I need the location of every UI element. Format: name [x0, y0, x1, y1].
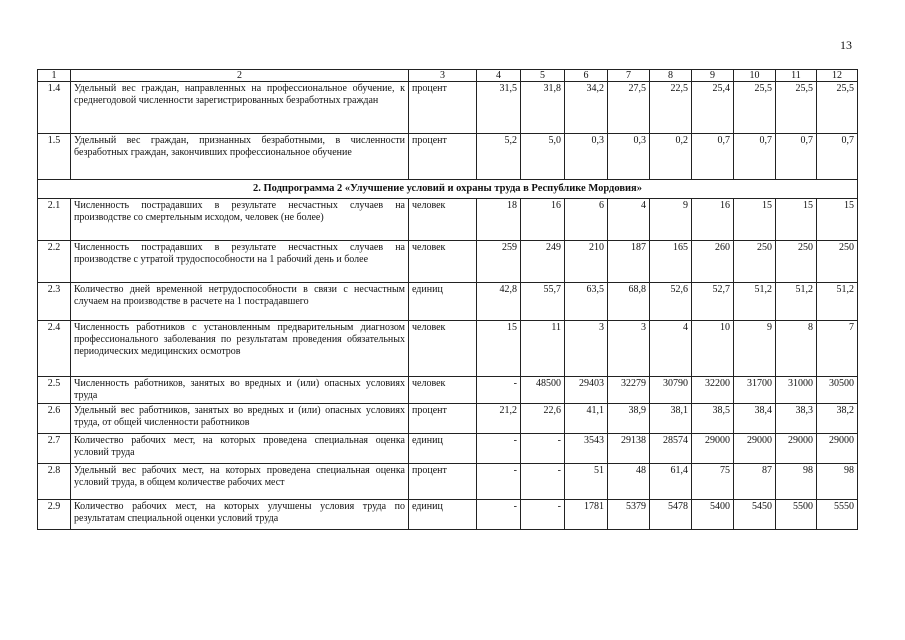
row-number: 2.7 — [38, 434, 71, 464]
row-number: 2.2 — [38, 241, 71, 283]
value-cell: 51,2 — [776, 283, 817, 321]
column-number: 11 — [776, 70, 817, 82]
value-cell: 11 — [521, 321, 565, 377]
value-cell: 32200 — [692, 377, 734, 404]
unit-of-measure: человек — [409, 199, 477, 241]
value-cell: 21,2 — [477, 404, 521, 434]
value-cell: 51 — [565, 464, 608, 500]
table-row — [38, 377, 858, 404]
row-number: 2.5 — [38, 377, 71, 404]
value-cell: 10 — [692, 321, 734, 377]
unit-of-measure: человек — [409, 321, 477, 377]
row-number: 2.8 — [38, 464, 71, 500]
value-cell: 55,7 — [521, 283, 565, 321]
column-number: 12 — [817, 70, 858, 82]
indicator-name: Численность пострадавших в результате несчастных случаев на производстве со смертельным исходом, человек (не более) — [71, 199, 409, 241]
value-cell: 68,8 — [608, 283, 650, 321]
value-cell: 63,5 — [565, 283, 608, 321]
value-cell: 250 — [776, 241, 817, 283]
table-row — [38, 464, 858, 500]
value-cell: 25,5 — [734, 82, 776, 134]
value-cell: 29000 — [776, 434, 817, 464]
indicators-table — [37, 69, 858, 530]
column-number: 2 — [71, 70, 409, 82]
value-cell: 0,2 — [650, 134, 692, 180]
value-cell: 9 — [734, 321, 776, 377]
value-cell: 4 — [650, 321, 692, 377]
table-row — [38, 283, 858, 321]
value-cell: 29000 — [734, 434, 776, 464]
value-cell: 41,1 — [565, 404, 608, 434]
value-cell: 38,4 — [734, 404, 776, 434]
value-cell: - — [477, 377, 521, 404]
indicator-name: Количество дней временной нетрудоспособности в связи с несчастным случаем на производстве в расчете на 1 пострадавшего — [71, 283, 409, 321]
value-cell: 48500 — [521, 377, 565, 404]
column-number-row — [38, 70, 858, 82]
value-cell: 15 — [477, 321, 521, 377]
value-cell: 98 — [776, 464, 817, 500]
value-cell: 260 — [692, 241, 734, 283]
value-cell: 15 — [776, 199, 817, 241]
value-cell: 38,1 — [650, 404, 692, 434]
column-number: 5 — [521, 70, 565, 82]
value-cell: 28574 — [650, 434, 692, 464]
value-cell: 29138 — [608, 434, 650, 464]
value-cell: 5,2 — [477, 134, 521, 180]
value-cell: 31000 — [776, 377, 817, 404]
column-number: 4 — [477, 70, 521, 82]
value-cell: 0,7 — [734, 134, 776, 180]
value-cell: 259 — [477, 241, 521, 283]
value-cell: 25,4 — [692, 82, 734, 134]
unit-of-measure: человек — [409, 241, 477, 283]
section-title: 2. Подпрограмма 2 «Улучшение условий и охраны труда в Республике Мордовия» — [38, 180, 858, 199]
value-cell: 31700 — [734, 377, 776, 404]
value-cell: 30790 — [650, 377, 692, 404]
value-cell: 5450 — [734, 500, 776, 530]
value-cell: 1781 — [565, 500, 608, 530]
unit-of-measure: единиц — [409, 500, 477, 530]
value-cell: 98 — [817, 464, 858, 500]
value-cell: 250 — [734, 241, 776, 283]
column-number: 9 — [692, 70, 734, 82]
unit-of-measure: процент — [409, 82, 477, 134]
row-number: 2.3 — [38, 283, 71, 321]
value-cell: 29000 — [692, 434, 734, 464]
value-cell: 6 — [565, 199, 608, 241]
value-cell: 5379 — [608, 500, 650, 530]
value-cell: 22,5 — [650, 82, 692, 134]
value-cell: 3 — [565, 321, 608, 377]
value-cell: 0,7 — [817, 134, 858, 180]
value-cell: 15 — [734, 199, 776, 241]
column-number: 10 — [734, 70, 776, 82]
value-cell: 48 — [608, 464, 650, 500]
value-cell: 29403 — [565, 377, 608, 404]
value-cell: 18 — [477, 199, 521, 241]
unit-of-measure: единиц — [409, 434, 477, 464]
table-body — [38, 70, 858, 530]
value-cell: 38,5 — [692, 404, 734, 434]
value-cell: 38,3 — [776, 404, 817, 434]
indicator-name: Удельный вес граждан, признанных безработными, в численности безработных граждан, закончивших профессиональное обучение — [71, 134, 409, 180]
value-cell: 38,2 — [817, 404, 858, 434]
value-cell: - — [521, 500, 565, 530]
value-cell: 0,3 — [608, 134, 650, 180]
column-number: 1 — [38, 70, 71, 82]
indicator-name: Удельный вес работников, занятых во вредных и (или) опасных условиях труда, от общей численности работников — [71, 404, 409, 434]
column-number: 7 — [608, 70, 650, 82]
column-number: 8 — [650, 70, 692, 82]
value-cell: 34,2 — [565, 82, 608, 134]
value-cell: 25,5 — [817, 82, 858, 134]
section-row — [38, 180, 858, 199]
row-number: 2.6 — [38, 404, 71, 434]
unit-of-measure: человек — [409, 377, 477, 404]
indicator-name: Удельный вес граждан, направленных на профессиональное обучение, к среднегодовой численности зарегистрированных безработных граждан — [71, 82, 409, 134]
table-row — [38, 134, 858, 180]
value-cell: 32279 — [608, 377, 650, 404]
value-cell: 4 — [608, 199, 650, 241]
value-cell: - — [477, 464, 521, 500]
indicator-name: Численность работников, занятых во вредных и (или) опасных условиях труда — [71, 377, 409, 404]
value-cell: 5478 — [650, 500, 692, 530]
value-cell: 25,5 — [776, 82, 817, 134]
value-cell: 29000 — [817, 434, 858, 464]
row-number: 2.1 — [38, 199, 71, 241]
value-cell: 3543 — [565, 434, 608, 464]
value-cell: 30500 — [817, 377, 858, 404]
unit-of-measure: процент — [409, 464, 477, 500]
value-cell: 51,2 — [817, 283, 858, 321]
value-cell: - — [477, 434, 521, 464]
table-row — [38, 82, 858, 134]
unit-of-measure: единиц — [409, 283, 477, 321]
value-cell: 31,5 — [477, 82, 521, 134]
row-number: 2.4 — [38, 321, 71, 377]
indicator-name: Численность работников с установленным предварительным диагнозом профессионального заболевания по результатам проведения обязательных периодических медицинских осмотров — [71, 321, 409, 377]
value-cell: - — [477, 500, 521, 530]
value-cell: 52,6 — [650, 283, 692, 321]
value-cell: 0,3 — [565, 134, 608, 180]
value-cell: 5550 — [817, 500, 858, 530]
value-cell: 31,8 — [521, 82, 565, 134]
value-cell: 27,5 — [608, 82, 650, 134]
unit-of-measure: процент — [409, 404, 477, 434]
row-number: 2.9 — [38, 500, 71, 530]
value-cell: 210 — [565, 241, 608, 283]
value-cell: 38,9 — [608, 404, 650, 434]
value-cell: 87 — [734, 464, 776, 500]
value-cell: 5500 — [776, 500, 817, 530]
table-row — [38, 199, 858, 241]
indicator-name: Количество рабочих мест, на которых проведена специальная оценка условий труда — [71, 434, 409, 464]
value-cell: 7 — [817, 321, 858, 377]
table-row — [38, 321, 858, 377]
unit-of-measure: процент — [409, 134, 477, 180]
value-cell: 9 — [650, 199, 692, 241]
value-cell: 15 — [817, 199, 858, 241]
row-number: 1.5 — [38, 134, 71, 180]
indicator-name: Численность пострадавших в результате несчастных случаев на производстве с утратой трудоспособности на 1 рабочий день и более — [71, 241, 409, 283]
value-cell: 22,6 — [521, 404, 565, 434]
value-cell: 16 — [692, 199, 734, 241]
value-cell: 250 — [817, 241, 858, 283]
value-cell: 249 — [521, 241, 565, 283]
value-cell: 5,0 — [521, 134, 565, 180]
table-row — [38, 434, 858, 464]
indicator-name: Удельный вес рабочих мест, на которых проведена специальная оценка условий труда, в общем количестве рабочих мест — [71, 464, 409, 500]
page-number: 13 — [840, 38, 852, 52]
value-cell: 8 — [776, 321, 817, 377]
value-cell: 51,2 — [734, 283, 776, 321]
table-row — [38, 404, 858, 434]
column-number: 6 — [565, 70, 608, 82]
value-cell: 16 — [521, 199, 565, 241]
indicator-name: Количество рабочих мест, на которых улучшены условия труда по результатам специальной оценки условий труда — [71, 500, 409, 530]
value-cell: - — [521, 434, 565, 464]
value-cell: 52,7 — [692, 283, 734, 321]
value-cell: 61,4 — [650, 464, 692, 500]
table-row — [38, 500, 858, 530]
value-cell: 187 — [608, 241, 650, 283]
table-row — [38, 241, 858, 283]
value-cell: 5400 — [692, 500, 734, 530]
value-cell: 0,7 — [692, 134, 734, 180]
column-number: 3 — [409, 70, 477, 82]
value-cell: 75 — [692, 464, 734, 500]
value-cell: 3 — [608, 321, 650, 377]
value-cell: 42,8 — [477, 283, 521, 321]
value-cell: 165 — [650, 241, 692, 283]
value-cell: 0,7 — [776, 134, 817, 180]
row-number: 1.4 — [38, 82, 71, 134]
value-cell: - — [521, 464, 565, 500]
